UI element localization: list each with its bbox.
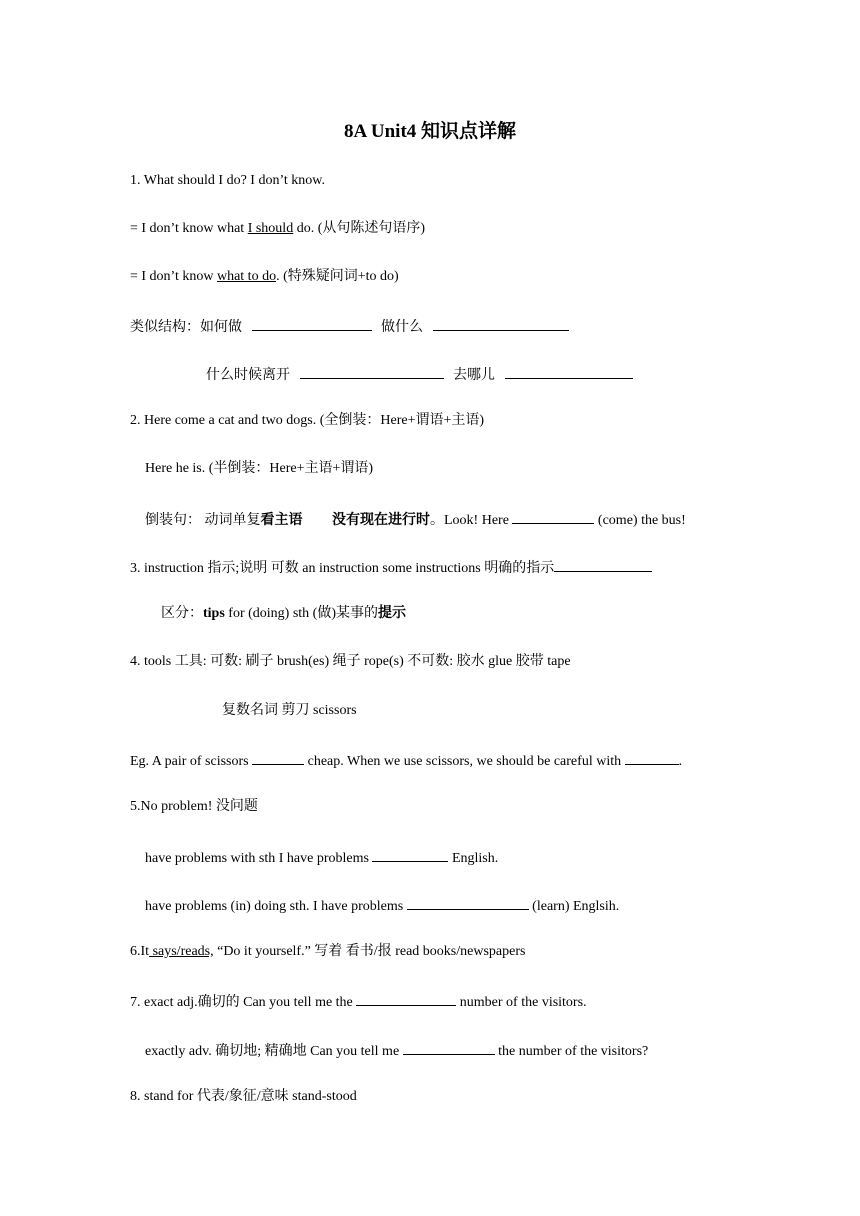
underlined-text: what to do (216, 269, 277, 284)
underlined-text: I should (247, 221, 294, 236)
text: . (特殊疑问词+to do) (276, 269, 399, 284)
point-4-line: 4. tools 工具: 可数: 刷子 brush(es) 绳子 rope(s) 不可数: 胶水 glue 胶带 tape (130, 654, 571, 669)
text: 区分： (161, 606, 203, 621)
point-6-line (130, 943, 525, 961)
point-1-line-2 (130, 220, 425, 238)
bold-text: 提示 (378, 606, 406, 621)
text: 7. exact adj.确切的 Can you tell me the (130, 995, 357, 1010)
blank (252, 316, 372, 331)
blank (505, 364, 633, 379)
point-2-line-1: 2. Here come a cat and two dogs. (全倒装：Here+谓语+主语) (130, 413, 485, 428)
blank (372, 847, 448, 862)
point-2-line-2: Here he is. (半倒装：Here+主语+谓语) (145, 461, 374, 476)
point-1-line-3 (130, 268, 399, 286)
text: 做什么 (381, 320, 423, 335)
text: = I don’t know (130, 269, 217, 284)
text: 3. instruction 指示;说明 可数 an instruction some instructions 明确的指示 (130, 561, 555, 576)
text: have problems (in) doing sth. I have problems (145, 899, 407, 914)
underlined-text: says/reads, (149, 944, 214, 959)
example-line (130, 750, 682, 771)
text: 。Look! Here (430, 513, 513, 528)
tips-line (161, 605, 406, 623)
bold-text: tips (203, 606, 225, 621)
text: (come) the bus! (594, 513, 686, 528)
similar-structure-line (130, 316, 569, 337)
point-3-line (130, 557, 652, 578)
similar-structure-line-2 (206, 364, 633, 385)
text: English. (448, 851, 499, 866)
text: 倒装句： 动词单复 (145, 513, 261, 528)
text: . (678, 754, 683, 769)
text: (learn) Englsih. (528, 899, 620, 914)
point-1-question: 1. What should I do? I don’t know. (130, 173, 325, 188)
point-5-line-3 (145, 895, 619, 916)
text: exactly adv. 确切地; 精确地 Can you tell me (145, 1044, 403, 1059)
bold-text: 看主语 (260, 513, 303, 528)
text: do. (从句陈述句语序) (293, 221, 426, 236)
blank (403, 1040, 495, 1055)
text: have problems with sth I have problems (145, 851, 373, 866)
blank (433, 316, 569, 331)
inversion-rule-line (145, 509, 686, 530)
text: for (doing) sth (做)某事的 (224, 606, 378, 621)
bold-text: 没有现在进行时 (332, 513, 430, 528)
blank (407, 895, 529, 910)
text: 什么时候离开 (206, 368, 290, 383)
text: Eg. A pair of scissors (130, 754, 253, 769)
blank (300, 364, 444, 379)
text: 类似结构：如何做 (130, 320, 242, 335)
text: the number of the visitors? (494, 1044, 649, 1059)
text: 6.It (130, 944, 150, 959)
text: cheap. When we use scissors, we should be careful with (304, 754, 625, 769)
blank (625, 750, 679, 765)
point-4-plural-line: 复数名词 剪刀 scissors (222, 703, 357, 718)
blank (356, 991, 456, 1006)
blank (252, 750, 304, 765)
document-title: 8A Unit4 知识点详解 (343, 121, 517, 142)
text: number of the visitors. (456, 995, 587, 1010)
point-5-line-2 (145, 847, 498, 868)
text: “Do it yourself.” 写着 看书/报 read books/newspapers (213, 944, 526, 959)
point-7-line (130, 991, 587, 1012)
blank (512, 509, 594, 524)
point-7-line-2 (145, 1040, 648, 1061)
text: = I don’t know what (130, 221, 248, 236)
blank (554, 557, 652, 572)
point-8-line: 8. stand for 代表/象征/意味 stand-stood (130, 1089, 357, 1104)
text: 去哪儿 (453, 368, 495, 383)
point-5-line: 5.No problem! 没问题 (130, 799, 258, 814)
